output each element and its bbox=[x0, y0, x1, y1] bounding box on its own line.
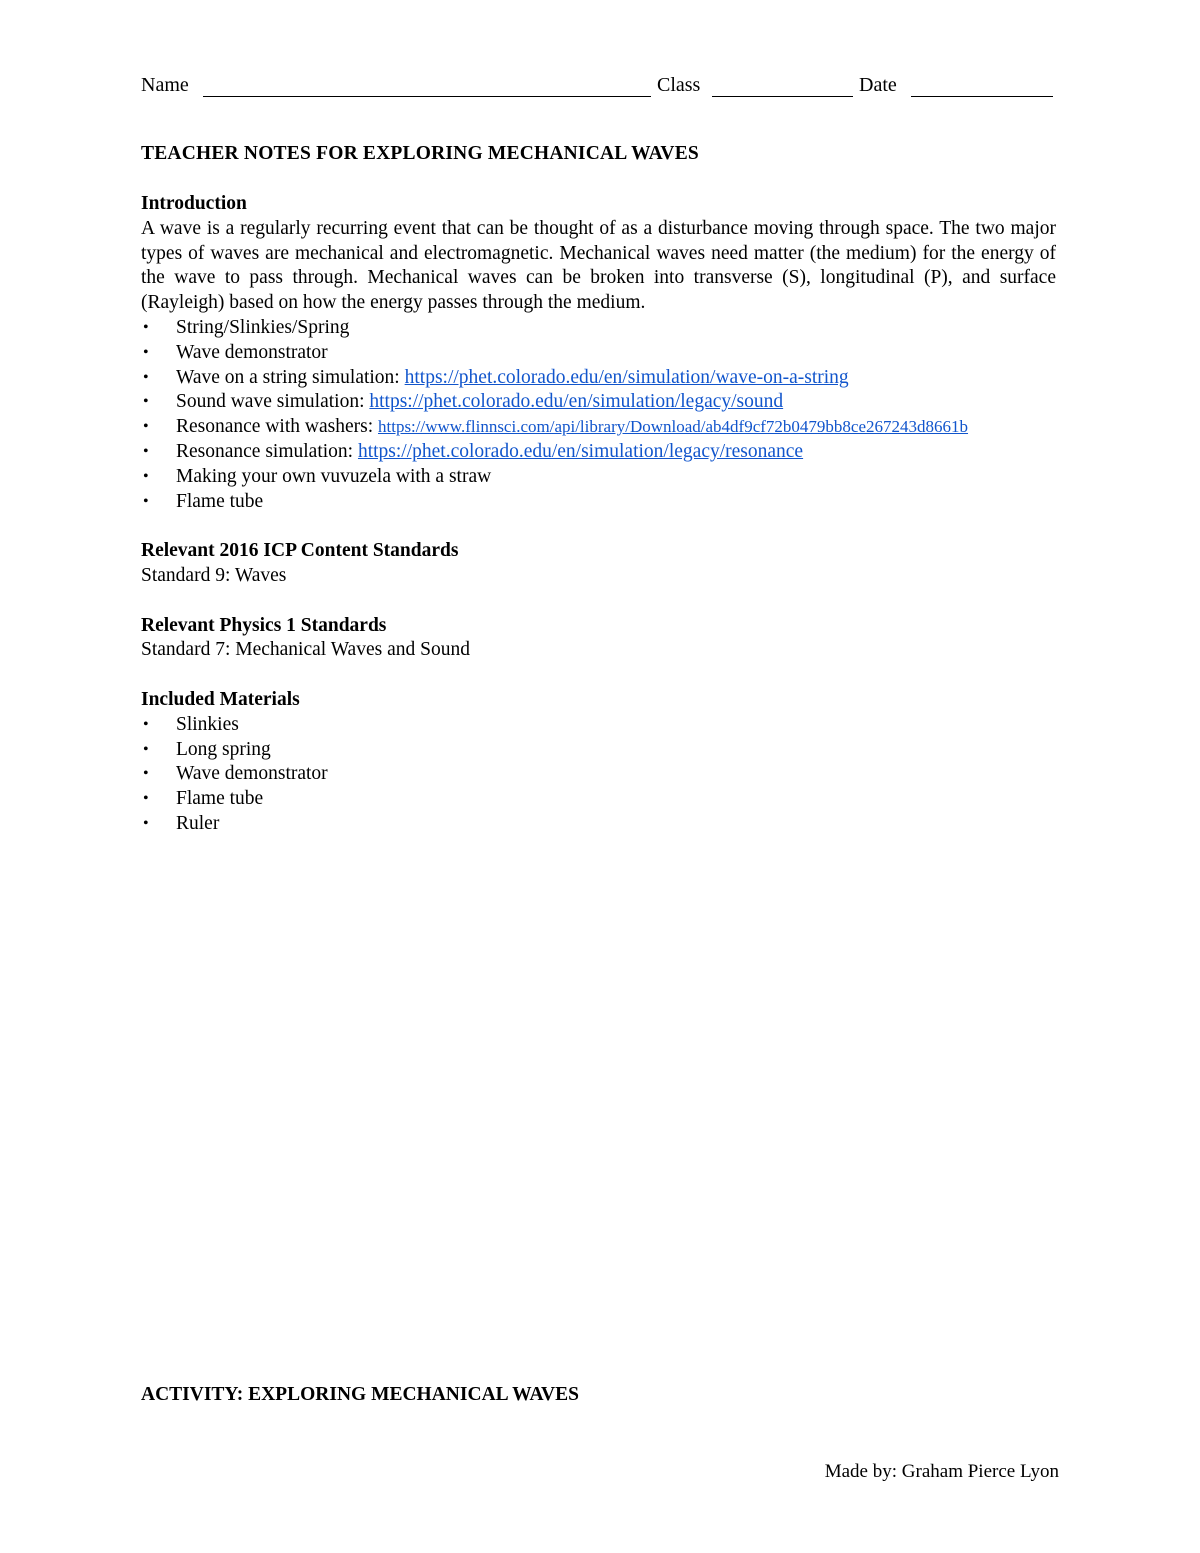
icp-standards-heading: Relevant 2016 ICP Content Standards bbox=[141, 540, 459, 562]
class-blank[interactable] bbox=[712, 96, 853, 97]
wave-on-string-link[interactable]: https://phet.colorado.edu/en/simulation/wave-on-a-string bbox=[404, 366, 849, 388]
list-item-text: Wave demonstrator bbox=[176, 763, 328, 785]
list-item-text: Making your own vuvuzela with a straw bbox=[176, 465, 492, 487]
resonance-simulation-link[interactable]: https://phet.colorado.edu/en/simulation/legacy/resonance bbox=[357, 440, 804, 462]
list-item bbox=[141, 366, 1056, 391]
bullet-icon: • bbox=[143, 790, 149, 808]
list-item bbox=[141, 738, 1056, 763]
list-item-text: String/Slinkies/Spring bbox=[176, 316, 350, 338]
introduction-heading: Introduction bbox=[141, 193, 247, 214]
list-item-text: Ruler bbox=[176, 812, 220, 834]
list-item bbox=[141, 316, 1056, 341]
bullet-icon: • bbox=[143, 492, 149, 510]
bullet-icon: • bbox=[143, 467, 149, 485]
list-item bbox=[141, 713, 1056, 738]
list-item bbox=[141, 465, 1056, 490]
bullet-icon: • bbox=[143, 418, 149, 436]
list-item-text: Flame tube bbox=[176, 490, 264, 512]
bullet-icon: • bbox=[143, 740, 149, 758]
list-item bbox=[141, 762, 1056, 787]
sound-simulation-link[interactable]: https://phet.colorado.edu/en/simulation/legacy/sound bbox=[369, 391, 784, 413]
bullet-icon: • bbox=[143, 318, 149, 336]
list-item-text: Slinkies bbox=[176, 713, 239, 735]
student-info-header bbox=[141, 73, 1056, 101]
name-blank[interactable] bbox=[203, 96, 651, 97]
bullet-icon: • bbox=[143, 343, 149, 361]
list-item bbox=[141, 440, 1056, 465]
resonance-washers-link[interactable]: https://www.flinnsci.com/api/library/Download/ab4df9cf72b0479bb8ce267243d8661b bbox=[378, 417, 969, 437]
document-body bbox=[141, 142, 1056, 837]
physics-standards-text: Standard 7: Mechanical Waves and Sound bbox=[141, 639, 470, 661]
list-item-text: Wave on a string simulation: bbox=[176, 366, 405, 388]
name-label: Name bbox=[141, 74, 189, 96]
bullet-icon: • bbox=[143, 715, 149, 733]
resource-list bbox=[141, 316, 1056, 514]
materials-list bbox=[141, 713, 1056, 837]
bullet-icon: • bbox=[143, 393, 149, 411]
icp-standards-text: Standard 9: Waves bbox=[141, 564, 287, 586]
document-title: TEACHER NOTES FOR EXPLORING MECHANICAL WAVES bbox=[141, 143, 699, 164]
list-item-text: Flame tube bbox=[176, 788, 264, 810]
list-item-text: Long spring bbox=[176, 738, 271, 760]
list-item bbox=[141, 341, 1056, 366]
list-item-text: Sound wave simulation: bbox=[176, 391, 370, 413]
bullet-icon: • bbox=[143, 814, 149, 832]
list-item bbox=[141, 415, 1056, 440]
bullet-icon: • bbox=[143, 442, 149, 460]
date-blank[interactable] bbox=[911, 96, 1053, 97]
bullet-icon: • bbox=[143, 765, 149, 783]
physics-standards-heading: Relevant Physics 1 Standards bbox=[141, 614, 387, 636]
author-footer: Made by: Graham Pierce Lyon bbox=[824, 1461, 1059, 1482]
list-item bbox=[141, 812, 1056, 837]
list-item-text: Resonance with washers: bbox=[176, 416, 378, 438]
list-item-text: Wave demonstrator bbox=[176, 341, 328, 363]
date-label: Date bbox=[859, 74, 897, 96]
activity-title: ACTIVITY: EXPLORING MECHANICAL WAVES bbox=[141, 1384, 579, 1405]
list-item bbox=[141, 490, 1056, 515]
list-item-text: Resonance simulation: bbox=[176, 440, 358, 462]
bullet-icon: • bbox=[143, 368, 149, 386]
list-item bbox=[141, 390, 1056, 415]
materials-heading: Included Materials bbox=[141, 688, 300, 710]
introduction-paragraph: A wave is a regularly recurring event that can be thought of as a disturbance moving through space. The two major types of waves are mechanical and electromagnetic. Mechanical waves need matter (the medium) for the energy of the wave to pass through. Mechanical waves can be broken into transverse (S), longitudinal (P), and surface (Rayleigh) based on how the energy passes through the medium. bbox=[141, 217, 1056, 314]
class-label: Class bbox=[657, 74, 701, 96]
list-item bbox=[141, 787, 1056, 812]
